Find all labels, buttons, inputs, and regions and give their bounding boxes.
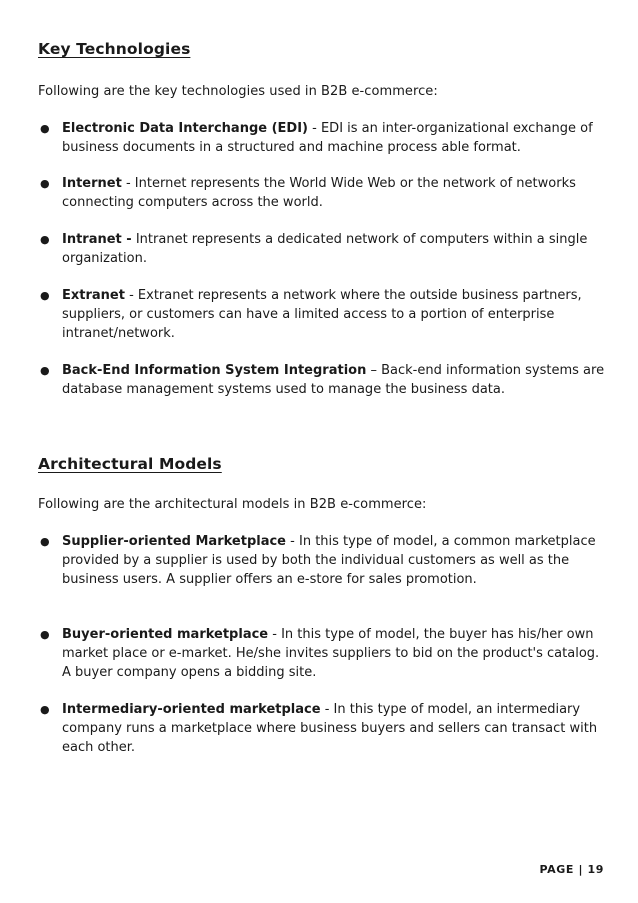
bullet-icon: ●: [40, 703, 50, 716]
list-item-term: Intranet -: [62, 232, 132, 247]
bullet-icon: ●: [40, 289, 50, 302]
bullet-icon: ●: [40, 535, 50, 548]
list-item-term: Intermediary-oriented marketplace: [62, 702, 321, 717]
list-item-text: [62, 119, 608, 157]
list-item-description: In this type of model, an intermediary company runs a marketplace where business buyers and sellers can transact with each other.: [62, 702, 598, 755]
list-item-extranet: [38, 286, 608, 343]
key-technologies-heading: Key Technologies: [38, 40, 191, 58]
list-item-supplier-oriented: [38, 532, 608, 589]
list-item-description: Extranet represents a network where the outside business partners, suppliers, or customers can have a limited access to a portion of enterprise intranet/network.: [62, 288, 582, 341]
list-item-term: Extranet: [62, 288, 125, 303]
list-item-separator: -: [268, 627, 282, 642]
list-item-term: Back-End Information System Integration: [62, 363, 367, 378]
list-item-back-end: [38, 361, 608, 399]
bullet-icon: ●: [40, 233, 50, 246]
architectural-models-heading: Architectural Models: [38, 455, 222, 473]
bullet-icon: ●: [40, 122, 50, 135]
list-item-intermediary-oriented: [38, 700, 608, 757]
list-item-text: [62, 532, 608, 589]
list-item-separator: -: [121, 176, 135, 191]
list-item-text: [62, 700, 608, 757]
list-item-text: [62, 361, 608, 399]
list-item-separator: -: [286, 534, 299, 549]
list-item-separator: –: [366, 363, 382, 378]
list-item-text: [62, 230, 608, 268]
list-item-separator: -: [124, 288, 138, 303]
list-item-buyer-oriented: [38, 625, 608, 682]
list-item-description: In this type of model, a common marketplace provided by a supplier is used by both the individual customers as well as the business users. A supplier offers an e-store for sales promotion.: [62, 534, 596, 587]
list-item-term: Internet: [62, 176, 122, 191]
list-item-term: Electronic Data Interchange (EDI): [62, 121, 308, 136]
list-item-term: Supplier-oriented Marketplace: [62, 534, 287, 549]
list-item-description: Back-end information systems are database management systems used to manage the business data.: [62, 363, 605, 397]
list-item-text: [62, 286, 608, 343]
page-number: PAGE | 19: [539, 863, 604, 876]
key-technologies-intro: Following are the key technologies used in B2B e-commerce:: [38, 84, 438, 99]
list-item-description: Intranet represents a dedicated network of computers within a single organization.: [62, 232, 588, 266]
bullet-icon: ●: [40, 177, 50, 190]
list-item-separator: -: [308, 121, 321, 136]
list-item-description: Internet represents the World Wide Web or the network of networks connecting computers across the world.: [62, 176, 576, 210]
list-item-text: [62, 625, 608, 682]
list-item-internet: [38, 174, 608, 212]
list-item-term: Buyer-oriented marketplace: [62, 627, 269, 642]
list-item-description: EDI is an inter-organizational exchange of business documents in a structured and machine process able format.: [62, 121, 593, 155]
list-item-text: [62, 174, 608, 212]
architectural-models-intro: Following are the architectural models in B2B e-commerce:: [38, 497, 427, 512]
list-item-separator: -: [320, 702, 334, 717]
bullet-icon: ●: [40, 628, 50, 641]
list-item-description: In this type of model, the buyer has his/her own market place or e-market. He/she invites suppliers to bid on the product's catalog. A buyer company opens a bidding site.: [62, 627, 600, 680]
list-item-edi: [38, 119, 608, 157]
bullet-icon: ●: [40, 364, 50, 377]
list-item-intranet: [38, 230, 608, 268]
